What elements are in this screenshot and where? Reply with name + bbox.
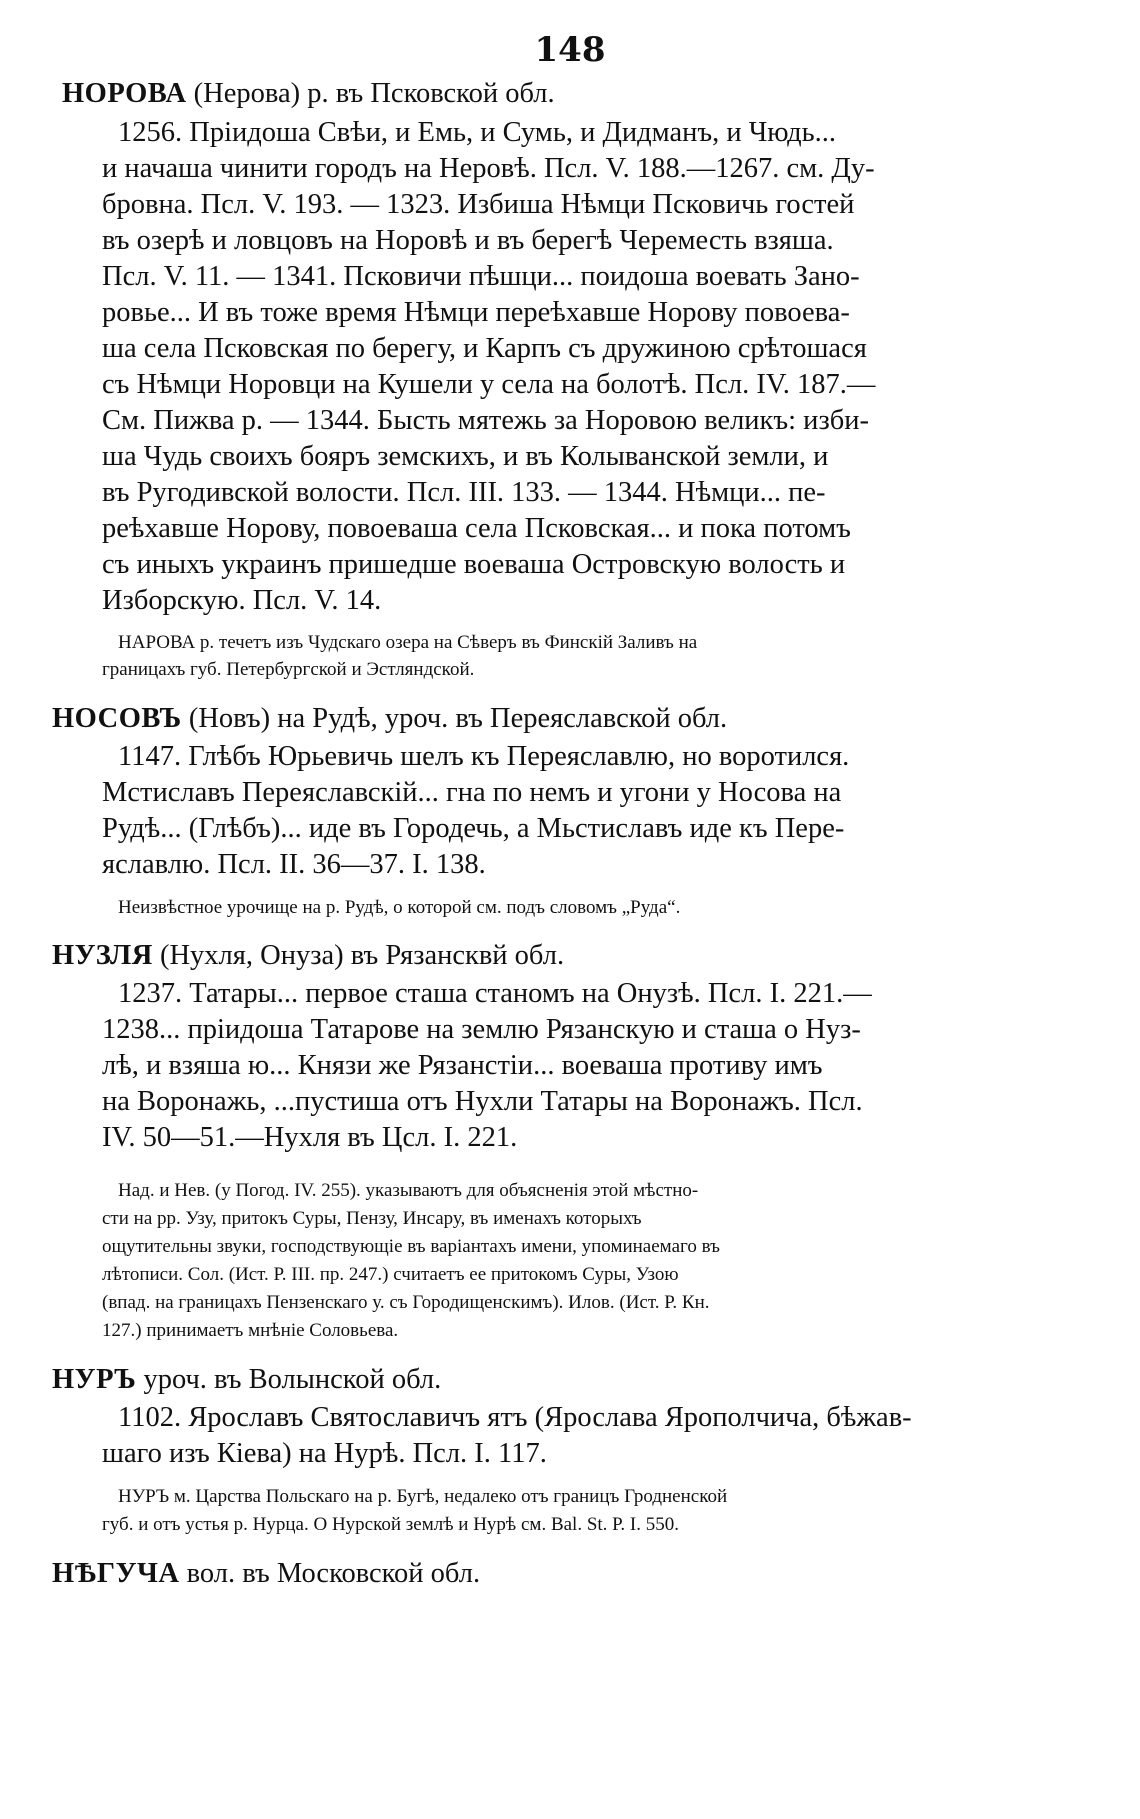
entry-note-line: ощутительны звуки, господствующiе въ варiантахъ имени, упоминаемаго въ [102,1236,720,1257]
entry-body-line: на Воронажь, ...пустиша отъ Нухли Татары на Воронажъ. Псл. [102,1086,863,1117]
entry-note-line: Неизвѣстное урочище на р. Рудѣ, о которой см. подъ словомъ „Руда“. [118,897,681,918]
entry-body-line: Псл. V. 11. — 1341. Псковичи пѣшци... поидоша воевать Зано- [102,261,860,292]
entry-note-line: НАРОВА р. течетъ изъ Чудскаго озера на Сѣверъ въ Финскiй Заливъ на [118,632,698,653]
entry-location: уроч. въ Волынской обл. [136,1364,442,1395]
entry-headword: НОРОВА [62,78,187,109]
entry-heading [52,703,727,735]
entry-note-line: лѣтописи. Сол. (Ист. Р. III. пр. 247.) считаетъ ее притокомъ Суры, Узою [102,1264,679,1285]
entry-body-line: См. Пижва р. — 1344. Бысть мятежь за Норовою великъ: изби- [102,405,869,436]
entry-body-line: 1102. Ярославъ Святославичъ ятъ (Ярослава Ярополчича, бѣжав- [118,1402,912,1433]
entry-body-line: 1147. Глѣбъ Юрьевичь шелъ къ Переяславлю, но воротился. [118,741,850,772]
entry-body-line: яславлю. Псл. II. 36—37. I. 138. [102,849,486,880]
entry-location: (Нерова) р. въ Псковской обл. [186,78,555,109]
entry-note-line: сти на рр. Узу, притокъ Суры, Пензу, Инсару, въ именахъ которыхъ [102,1208,642,1229]
entry-note-line: НУРЪ м. Царства Польскаго на р. Бугѣ, недалеко отъ границъ Гродненской [118,1486,728,1507]
entry-note-line: границахъ губ. Петербургской и Эстляндской. [102,659,475,680]
entry-body-line: шаго изъ Кiева) на Нурѣ. Псл. I. 117. [102,1438,547,1469]
entry-body-line: ша Чудь своихъ бояръ земскихъ, и въ Колыванской земли, и [102,441,829,472]
entry-body-line: и начаша чинити городъ на Неровѣ. Псл. V. 188.—1267. см. Ду- [102,153,875,184]
entry-body-line: бровна. Псл. V. 193. — 1323. Избиша Нѣмци Псковичь гостей [102,189,855,220]
entry-body-line: лѣ, и взяша ю... Князи же Рязанстiи... воеваша противу имъ [102,1050,823,1081]
entry-body-line: ровье... И въ тоже время Нѣмци переѣхавше Норову повоева- [102,297,850,328]
entry-location: (Нухля, Онуза) въ Рязансквй обл. [152,940,565,971]
entry-heading [52,1364,441,1396]
entry-body-line: реѣхавше Норову, повоеваша села Псковская... и пока потомъ [102,513,851,544]
entry-headword: НОСОВЪ [52,703,182,734]
entry-body-line: Изборскую. Псл. V. 14. [102,585,382,616]
entry-note-line: (впад. на границахъ Пензенскаго у. съ Городищенскимъ). Илов. (Ист. Р. Кн. [102,1292,710,1313]
entry-location: вол. въ Московской обл. [179,1558,481,1589]
entry-body-line: 1256. Прiидоша Свѣи, и Емь, и Сумь, и Дидманъ, и Чюдь... [118,117,836,148]
entry-body-line: съ Нѣмци Норовци на Кушели у села на болотѣ. Псл. IV. 187.— [102,369,876,400]
entry-location: (Новъ) на Рудѣ, уроч. въ Переяславской обл. [181,703,728,734]
entry-body-line: съ иныхъ украинъ пришедше воеваша Островскую волость и [102,549,846,580]
entry-body-line: Рудѣ... (Глѣбъ)... иде въ Городечь, а Мьстиславъ иде къ Пере- [102,813,845,844]
entry-note-line: губ. и отъ устья р. Нурца. О Нурской землѣ и Нурѣ см. Bal. St. Р. I. 550. [102,1514,679,1535]
entry-body-line: 1237. Татары... первое сташа станомъ на Онузѣ. Псл. I. 221.— [118,978,872,1009]
entry-body-line: въ озерѣ и ловцовъ на Норовѣ и въ берегѣ Череместь взяша. [102,225,834,256]
entry-headword: НУРЪ [52,1364,137,1395]
entry-note-line: 127.) принимаетъ мнѣнiе Соловьева. [102,1320,399,1341]
entry-note-line: Над. и Нев. (у Погод. IV. 255). указываютъ для объясненiя этой мѣстно- [118,1180,699,1201]
entry-headword: НѢГУЧА [52,1558,180,1589]
entry-body-line: въ Ругодивской волости. Псл. III. 133. — 1344. Нѣмци... пе- [102,477,826,508]
entry-heading [62,78,555,110]
entry-body-line: 1238... прiидоша Татарове на землю Рязанскую и сташа о Нуз- [102,1014,861,1045]
entry-heading [52,1558,480,1590]
entry-body-line: Мстиславъ Переяславскiй... гна по немъ и угони у Носова на [102,777,842,808]
page-number: 148 [534,30,606,70]
entry-heading [52,940,564,972]
entry-body-line: ша села Псковская по берегу, и Карпъ съ дружиною срѣтошася [102,333,867,364]
entry-headword: НУЗЛЯ [52,940,153,971]
entry-body-line: IV. 50—51.—Нухля въ Цсл. I. 221. [102,1122,518,1153]
